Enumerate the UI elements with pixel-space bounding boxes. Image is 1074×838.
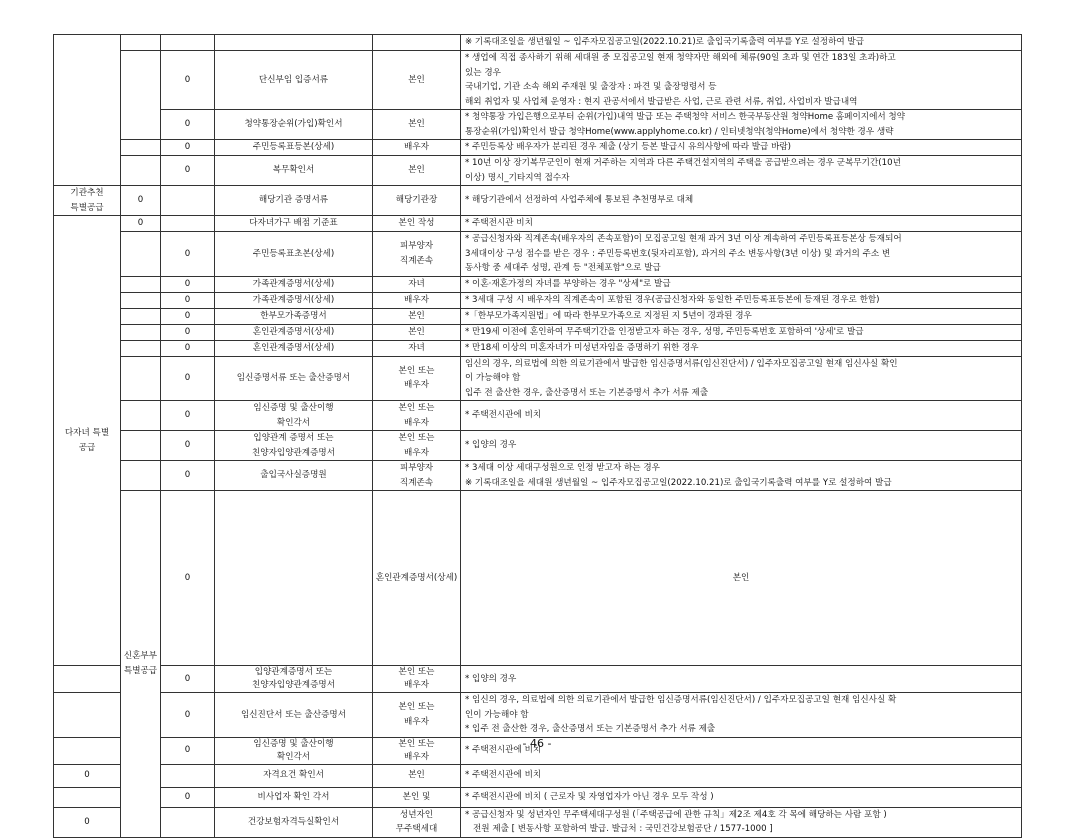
- requirement-note: 임신의 경우, 의료법에 의한 의료기관에서 발급한 임신증명서류(임신진단서) / 입주자모집공고일 현재 임신사실 확인 이 가능해야 함 입주 전 출산한 경우, 출산증명서 또는 기본증명서 추가 서류 제출: [461, 356, 1022, 401]
- document-name: 가족관계증명서(상세): [215, 292, 373, 308]
- required-mark: 0: [161, 324, 215, 340]
- required-mark: 0: [161, 737, 215, 764]
- issuer: 본인 또는 배우자: [373, 356, 461, 401]
- required-mark: 0: [161, 110, 215, 140]
- requirement-note: * 만18세 이상의 미혼자녀가 미성년자임을 증명하기 위한 경우: [461, 340, 1022, 356]
- requirement-note: * 공급신청자 및 성년자인 무주택세대구성원 (「주택공급에 관한 규칙」제2조 제4호 각 목에 해당하는 사람 포함 ) 전원 제출 [ 변동사항 포함하여 발급. 발급처 : 국민건강보험공단 / 1577-1000 ]: [461, 807, 1022, 837]
- table-row: [54, 35, 1022, 51]
- requirement-note: * 주민등록상 배우자가 분리된 경우 제출 (상기 등본 발급시 유의사항에 따라 발급 바람): [461, 140, 1022, 156]
- required-mark: 0: [161, 401, 215, 431]
- requirement-note: * 주택전시관에 비치: [461, 737, 1022, 764]
- required-mark: 0: [161, 787, 215, 807]
- requirement-note: * 입양의 경우: [461, 666, 1022, 693]
- requirement-note: * 주택전시관에 비치: [461, 401, 1022, 431]
- issuer: 본인 및: [373, 787, 461, 807]
- issuer: 본인: [373, 308, 461, 324]
- category-label: 신혼부부 특별공급: [121, 491, 161, 838]
- document-name: 해당기관 증명서류: [215, 186, 373, 216]
- table-row: [54, 216, 1022, 232]
- table-row: [54, 308, 1022, 324]
- table-row: [54, 156, 1022, 186]
- issuer: 배우자: [373, 292, 461, 308]
- document-name: 혼인관계증명서(상세): [215, 340, 373, 356]
- table-row: [54, 324, 1022, 340]
- issuer: 본인: [461, 491, 1022, 666]
- table-row: [54, 140, 1022, 156]
- required-mark: 0: [161, 666, 215, 693]
- document-requirements-table: [53, 34, 1022, 838]
- table-row: [54, 491, 1022, 666]
- requirement-note: * 이혼·재혼가정의 자녀를 부양하는 경우 "상세"로 발급: [461, 276, 1022, 292]
- document-name: 임신증명 및 출산이행 확인각서: [215, 737, 373, 764]
- required-mark: 0: [54, 807, 121, 837]
- issuer: 본인: [373, 110, 461, 140]
- requirement-note: * 10년 이상 장기복무군인이 현재 거주하는 지역과 다른 주택건설지역의 주택을 공급받으려는 경우 군복무기간(10년 이상) 명시_기타지역 접수자: [461, 156, 1022, 186]
- table-row: [54, 51, 1022, 110]
- document-name: 혼인관계증명서(상세): [215, 324, 373, 340]
- requirement-note: * 만19세 이전에 혼인하여 무주택기간을 인정받고자 하는 경우, 성명, 주민등록번호 포함하여 '상세'로 발급: [461, 324, 1022, 340]
- table-row: [54, 807, 1022, 837]
- requirement-note: * 청약통장 가입은행으로부터 순위(가입)내역 발급 또는 주택청약 서비스 한국부동산원 청약Home 홈페이지에서 청약 통장순위(가입)확인서 발급 청약Home(www.applyhome.co.kr) / 인터넷청약(청약Home)에서 청약한 경우 생략: [461, 110, 1022, 140]
- issuer: 성년자인 무주택세대: [373, 807, 461, 837]
- required-mark: 0: [161, 140, 215, 156]
- required-mark: 0: [161, 276, 215, 292]
- requirement-note: * 3세대 이상 세대구성원으로 인정 받고자 하는 경우 ※ 기록대조일을 세대원 생년월일 ~ 입주자모집공고일(2022.10.21)로 출입국기록출력 여부를 Y로 설정하여 발급: [461, 461, 1022, 491]
- document-name: 임신증명서류 또는 출산증명서: [215, 356, 373, 401]
- required-mark: 0: [161, 693, 215, 738]
- requirement-note: * 주택전시관에 비치 ( 근로자 및 자영업자가 아닌 경우 모두 작성 ): [461, 787, 1022, 807]
- document-name: 임신증명 및 출산이행 확인각서: [215, 401, 373, 431]
- document-name: 한부모가족증명서: [215, 308, 373, 324]
- table-row: [54, 461, 1022, 491]
- table-row: [54, 186, 1022, 216]
- issuer: 본인: [373, 764, 461, 787]
- document-name: 주민등록표초본(상세): [215, 232, 373, 277]
- requirement-note: * 입양의 경우: [461, 431, 1022, 461]
- document-name: 가족관계증명서(상세): [215, 276, 373, 292]
- required-mark: 0: [161, 292, 215, 308]
- issuer: 피부양자 직계존속: [373, 461, 461, 491]
- document-name: 다자녀가구 배점 기준표: [215, 216, 373, 232]
- document-name: 청약통장순위(가입)확인서: [215, 110, 373, 140]
- table-row: [54, 401, 1022, 431]
- requirement-note: *「한부모가족지원법」에 따라 한부모가족으로 지정된 지 5년이 경과된 경우: [461, 308, 1022, 324]
- required-mark: 0: [161, 51, 215, 110]
- document-name: 입양관계증명서 또는 친양자입양관계증명서: [215, 666, 373, 693]
- issuer: 본인: [373, 156, 461, 186]
- requirement-note: * 공급신청자와 직계존속(배우자의 존속포함)이 모집공고일 현재 과거 3년 이상 계속하여 주민등록표등본상 등재되어 3세대이상 구성 점수를 받은 경우 : 주민등록번호(뒷자리포함), 과거의 주소 변동사항(3년 이상) 및 과거의 주소 변 동사항 중 세대주 성명, 관계 등 "전체포함"으로 발급: [461, 232, 1022, 277]
- required-mark: 0: [161, 156, 215, 186]
- issuer: 배우자: [373, 140, 461, 156]
- document-name: 혼인관계증명서(상세): [373, 491, 461, 666]
- issuer: 자녀: [373, 276, 461, 292]
- required-mark: 0: [161, 340, 215, 356]
- document-name: 주민등록표등본(상세): [215, 140, 373, 156]
- category-label: 기관추천 특별공급: [54, 186, 121, 216]
- table-row: [54, 232, 1022, 277]
- issuer: 본인 또는 배우자: [373, 401, 461, 431]
- document-name: 비사업자 확인 각서: [215, 787, 373, 807]
- table-row: [54, 356, 1022, 401]
- category-cell-empty: [54, 35, 121, 186]
- table-row: [54, 276, 1022, 292]
- required-mark: 0: [161, 232, 215, 277]
- table-row: [54, 666, 1022, 693]
- requirement-note: * 생업에 직접 종사하기 위해 세대원 중 모집공고일 현재 청약자만 해외에 체류(90일 초과 및 연간 183일 초과)하고 있는 경우 국내기업, 기관 소속 해외 주재원 및 출장자 : 파견 및 출장명령서 등 해외 취업자 및 사업체 운영자 : 현지 관공서에서 발급받은 사업, 근로 관련 서류, 취업, 사업비자 발급내역: [461, 51, 1022, 110]
- document-name: 출입국사실증명원: [215, 461, 373, 491]
- document-name: 자격요건 확인서: [215, 764, 373, 787]
- requirement-note: * 주택전시관 비치: [461, 216, 1022, 232]
- required-mark: 0: [54, 764, 121, 787]
- required-mark: 0: [121, 186, 161, 216]
- required-mark: 0: [161, 356, 215, 401]
- document-name: 단신부임 입증서류: [215, 51, 373, 110]
- category-label: 다자녀 특별 공급: [54, 216, 121, 666]
- table-row: [54, 693, 1022, 738]
- document-name: 입양관계 증명서 또는 친양자입양관계증명서: [215, 431, 373, 461]
- required-mark: 0: [161, 461, 215, 491]
- table-row: [54, 340, 1022, 356]
- document-name: 건강보험자격득실확인서: [215, 807, 373, 837]
- issuer: 본인: [373, 51, 461, 110]
- issuer: 본인 또는 배우자: [373, 666, 461, 693]
- issuer: 본인 작성: [373, 216, 461, 232]
- required-mark: 0: [161, 308, 215, 324]
- issuer: 해당기관장: [373, 186, 461, 216]
- requirement-note: * 주택전시관에 비치: [461, 764, 1022, 787]
- issuer: 본인 또는 배우자: [373, 693, 461, 738]
- requirement-note: * 임신의 경우, 의료법에 의한 의료기관에서 발급한 임신증명서류(임신진단서) / 입주자모집공고일 현재 임신사실 확 인이 가능해야 함 * 입주 전 출산한 경우, 출산증명서 또는 기본증명서 추가 서류 제출: [461, 693, 1022, 738]
- required-mark: 0: [161, 431, 215, 461]
- document-name: 임신진단서 또는 출산증명서: [215, 693, 373, 738]
- table-row: [54, 110, 1022, 140]
- requirement-note: * 3세대 구성 시 배우자의 직계존속이 포함된 경우(공급신청자와 동일한 주민등록표등본에 등재된 경우로 한함): [461, 292, 1022, 308]
- requirement-note: ※ 기록대조일을 생년월일 ~ 입주자모집공고일(2022.10.21)로 출입국기록출력 여부를 Y로 설정하여 발급: [461, 35, 1022, 51]
- issuer: 자녀: [373, 340, 461, 356]
- issuer: 본인 또는 배우자: [373, 737, 461, 764]
- table-row: [54, 292, 1022, 308]
- issuer: 본인: [373, 324, 461, 340]
- table-row: [54, 764, 1022, 787]
- issuer: 피부양자 직계존속: [373, 232, 461, 277]
- required-mark: 0: [121, 216, 161, 232]
- page-number: - 46 -: [522, 737, 552, 750]
- document-name: 복무확인서: [215, 156, 373, 186]
- issuer: 본인 또는 배우자: [373, 431, 461, 461]
- requirement-note: * 해당기관에서 선정하여 사업주체에 통보된 추천명부로 대체: [461, 186, 1022, 216]
- table-row: [54, 787, 1022, 807]
- table-row: [54, 431, 1022, 461]
- required-mark: 0: [161, 491, 215, 666]
